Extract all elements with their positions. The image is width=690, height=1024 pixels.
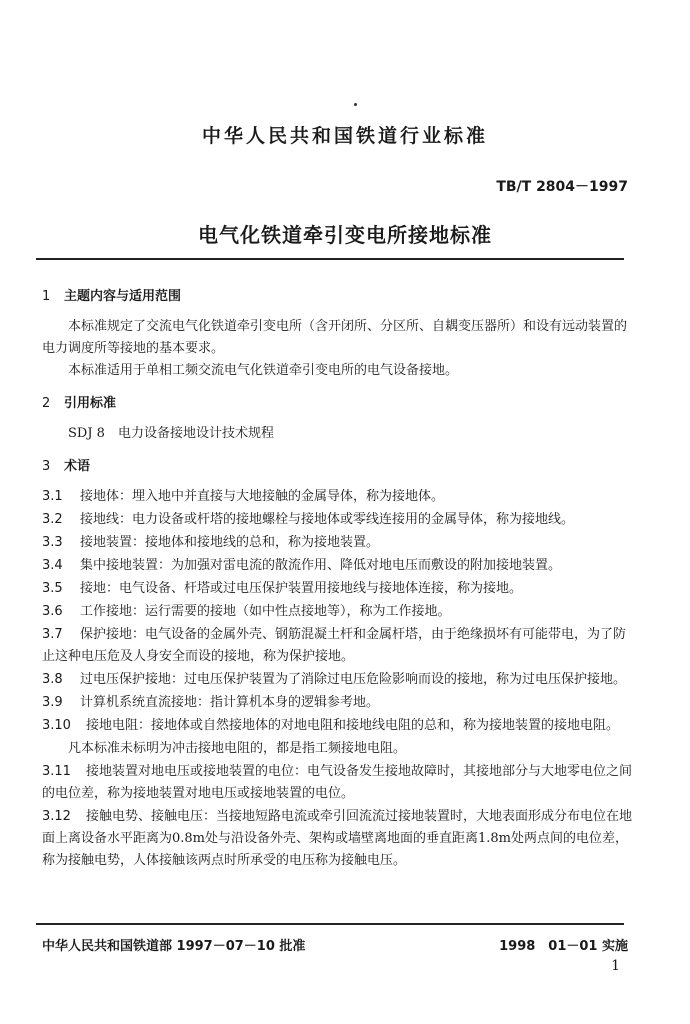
term-definition — [42, 486, 632, 508]
term-number: 3.10 — [42, 718, 71, 733]
term-definition — [42, 578, 632, 600]
term-number: 3.8 — [42, 672, 63, 687]
term-text: 接地电阻：接地体或自然接地体的对地电阻和接地线电阻的总和，称为接地装置的接地电阻。 — [86, 718, 620, 733]
issue-statement: 中华人民共和国铁道部 1997－07－10 批准 — [42, 939, 306, 954]
term-number: 3.11 — [42, 764, 71, 779]
term-text: 接触电势、接触电压：当接地短路电流或牵引回流流过接地装置时，大地表面形成分布电位在地面上离设备水平距离为0.8m处与沿设备外壳、架构或墙壁离地面的垂直距离1.8m处两点间的电位差，称为接触电势，人体接触该两点时所承受的电压称为接触电压。 — [42, 809, 633, 868]
decorative-dot — [354, 103, 357, 106]
term-text: 过电压保护接地：过电压保护装置为了消除过电压危险影响而设的接地，称为过电压保护接地。 — [80, 672, 627, 687]
term-definition — [42, 601, 632, 623]
term-definition — [42, 715, 632, 737]
section-2-number: 2 — [42, 396, 51, 411]
term-text: 接地：电气设备、杆塔或过电压保护装置用接地线与接地体连接，称为接地。 — [80, 581, 523, 596]
document-title: 电气化铁道牵引变电所接地标准 — [198, 223, 492, 247]
term-definition — [42, 509, 632, 531]
term-text: 计算机系统直流接地：指计算机本身的逻辑参考地。 — [80, 695, 380, 710]
effective-statement: 1998 01－01 实施 — [499, 939, 628, 954]
term-text: 接地线：电力设备或杆塔的接地螺栓与接地体或零线连接用的金属导体，称为接地线。 — [80, 512, 575, 527]
term-number: 3.7 — [42, 627, 63, 642]
page-number: 1 — [611, 958, 620, 974]
section-2-heading — [42, 393, 632, 415]
document-body — [42, 286, 632, 873]
section-2-title: 引用标准 — [64, 396, 117, 411]
term-definition — [42, 806, 632, 872]
term-definition — [42, 692, 632, 714]
term-text: 集中接地装置：为加强对雷电流的散流作用、降低对地电压而敷设的附加接地装置。 — [80, 558, 562, 573]
section-1-number: 1 — [42, 289, 51, 304]
section-1-heading — [42, 286, 632, 308]
term-definition — [42, 669, 632, 691]
term-number: 3.6 — [42, 604, 63, 619]
standard-category: 中华人民共和国铁道行业标准 — [201, 125, 488, 147]
term-number: 3.5 — [42, 581, 63, 596]
header-divider — [36, 258, 624, 260]
footer-divider — [36, 923, 624, 925]
reference-standard: SDJ 8 电力设备接地设计技术规程 — [68, 426, 274, 441]
standard-number: TB/T 2804－1997 — [496, 179, 628, 195]
term-text: 保护接地：电气设备的金属外壳、钢筋混凝土杆和金属杆塔，由于绝缘损坏有可能带电，为了防止这种电压危及人身安全而设的接地，称为保护接地。 — [42, 627, 627, 664]
section-1-paragraph: 本标准规定了交流电气化铁道牵引变电所（含开闭所、分区所、自耦变压器所）和设有远动装置的电力调度所等接地的基本要求。 — [42, 319, 628, 356]
term-number: 3.3 — [42, 535, 63, 550]
term-text: 接地装置对地电压或接地装置的电位：电气设备发生接地故障时，其接地部分与大地零电位之间的电位差，称为接地装置对地电压或接地装置的电位。 — [42, 764, 633, 801]
term-definition — [42, 532, 632, 554]
term-number: 3.1 — [42, 489, 63, 504]
section-1-paragraph: 本标准适用于单相工频交流电气化铁道牵引变电所的电气设备接地。 — [68, 363, 459, 378]
term-number: 3.9 — [42, 695, 63, 710]
term-note — [42, 738, 632, 760]
term-definition — [42, 555, 632, 577]
term-text: 工作接地：运行需要的接地（如中性点接地等），称为工作接地。 — [80, 604, 451, 619]
section-3-heading — [42, 456, 632, 478]
section-3-title: 术语 — [64, 459, 91, 474]
section-3-number: 3 — [42, 459, 51, 474]
term-number: 3.2 — [42, 512, 63, 527]
term-definition — [42, 761, 632, 805]
term-number: 3.12 — [42, 809, 71, 824]
term-note-text: 凡本标准未标明为冲击接地电阻的，都是指工频接地电阻。 — [68, 741, 407, 756]
term-text: 接地装置：接地体和接地线的总和，称为接地装置。 — [80, 535, 380, 550]
term-text: 接地体：埋入地中并直接与大地接触的金属导体，称为接地体。 — [80, 489, 445, 504]
term-number: 3.4 — [42, 558, 63, 573]
term-definition — [42, 624, 632, 668]
section-1-title: 主题内容与适用范围 — [64, 289, 182, 304]
